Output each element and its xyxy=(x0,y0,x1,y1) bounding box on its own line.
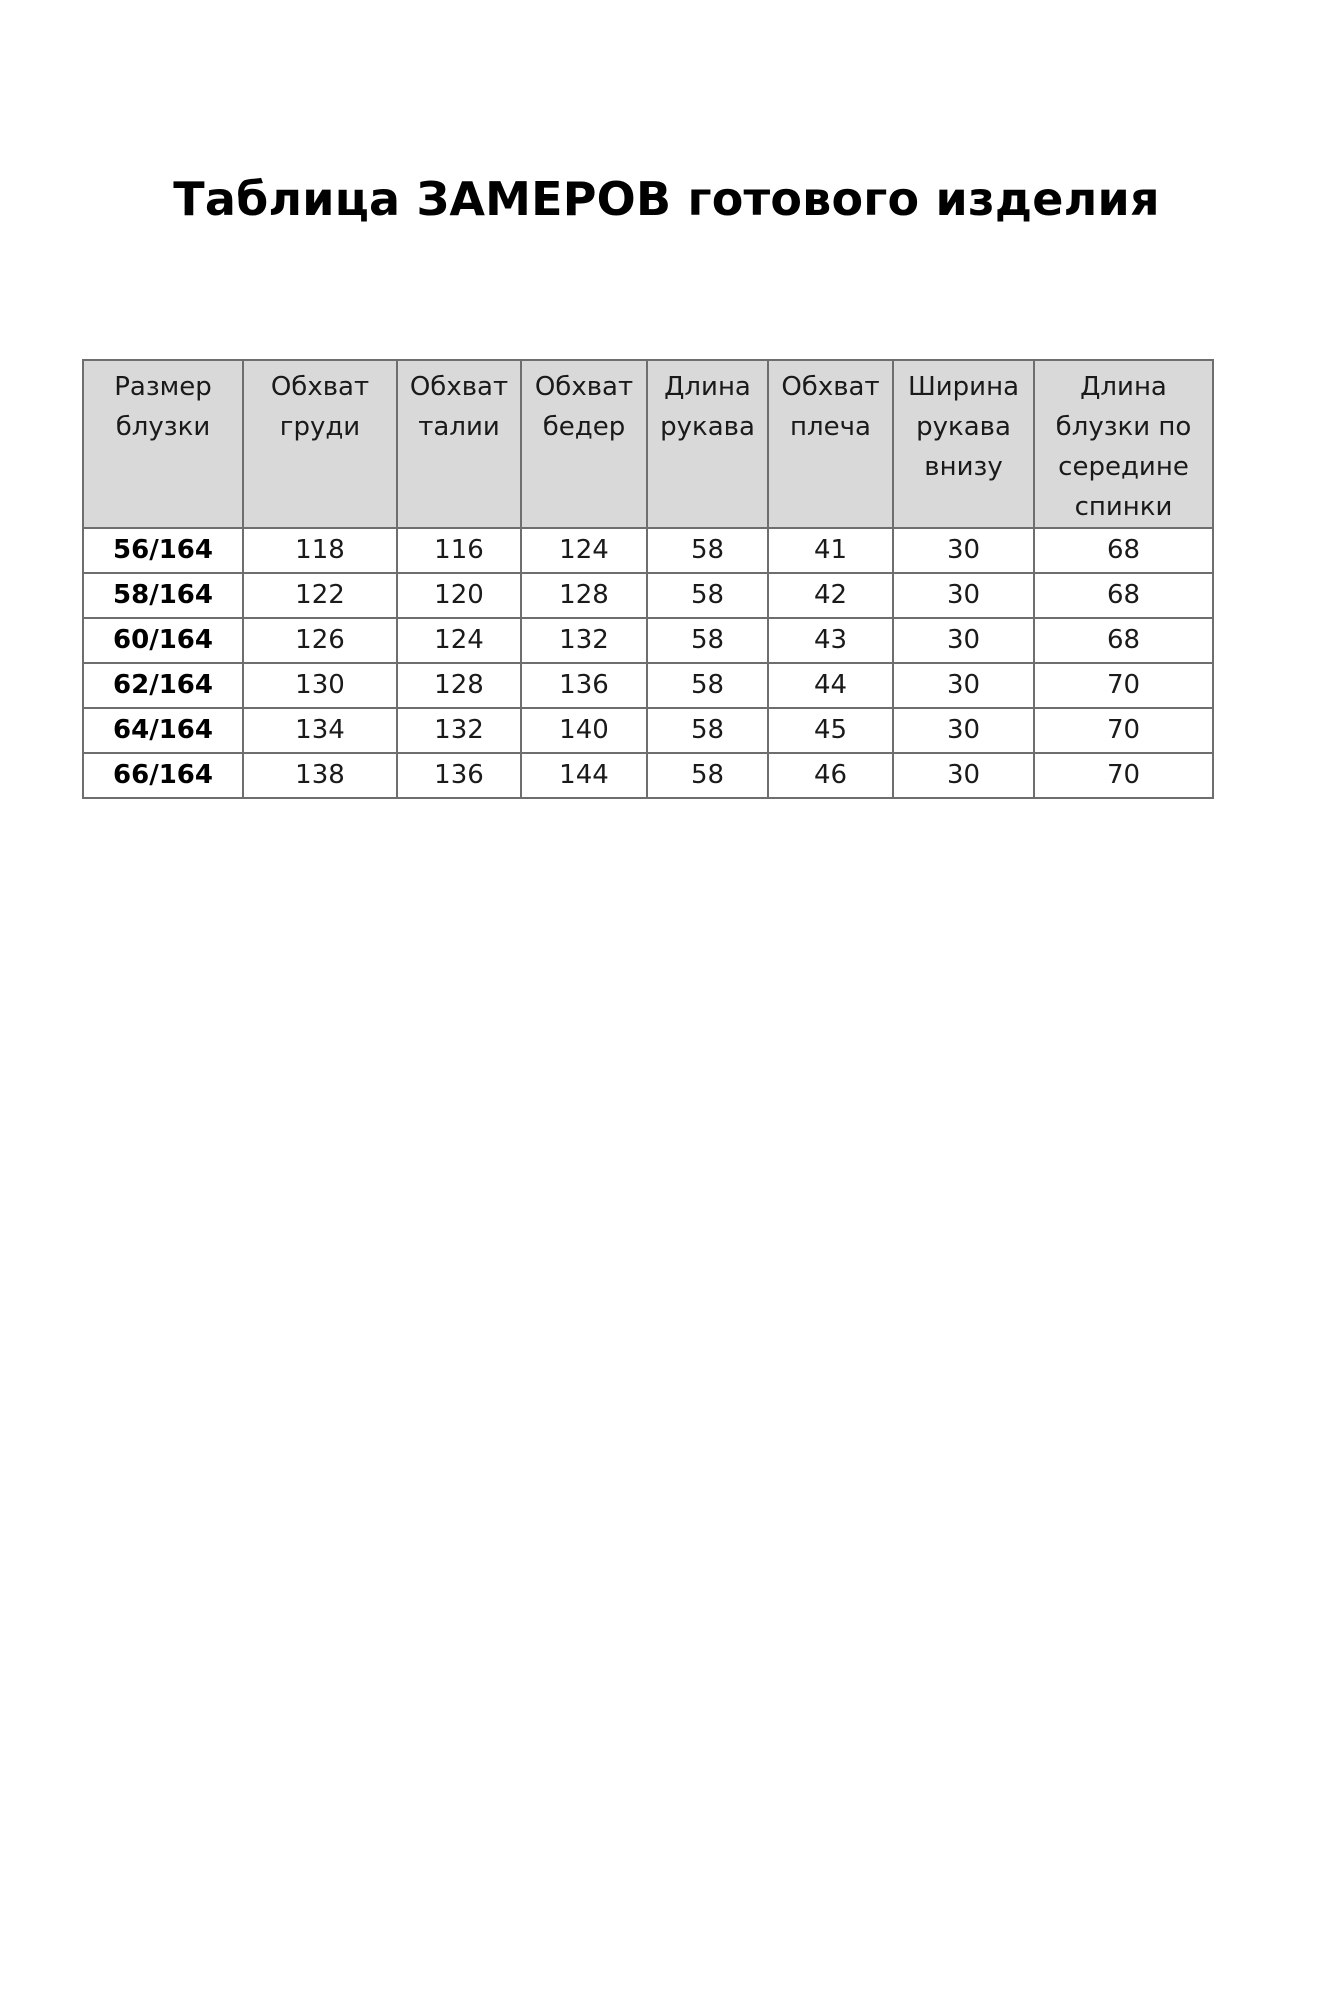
shoulder-cell: 42 xyxy=(768,573,893,618)
size-cell: 60/164 xyxy=(83,618,243,663)
header-back-length: Длина блузки по середине спинки xyxy=(1034,360,1213,528)
table-row xyxy=(83,618,1213,663)
sleeve-length-cell: 58 xyxy=(647,528,768,573)
header-waist: Обхват талии xyxy=(397,360,521,528)
table-row xyxy=(83,708,1213,753)
table-row xyxy=(83,573,1213,618)
header-sleeve-width: Ширина рукава внизу xyxy=(893,360,1034,528)
header-sleeve-length: Длина рукава xyxy=(647,360,768,528)
chest-cell: 138 xyxy=(243,753,397,798)
sleeve-length-cell: 58 xyxy=(647,753,768,798)
shoulder-cell: 43 xyxy=(768,618,893,663)
waist-cell: 136 xyxy=(397,753,521,798)
waist-cell: 128 xyxy=(397,663,521,708)
table-row xyxy=(83,753,1213,798)
measurements-table xyxy=(82,359,1214,799)
waist-cell: 132 xyxy=(397,708,521,753)
size-cell: 64/164 xyxy=(83,708,243,753)
sleeve-length-cell: 58 xyxy=(647,618,768,663)
chest-cell: 122 xyxy=(243,573,397,618)
back-length-cell: 70 xyxy=(1034,708,1213,753)
hips-cell: 128 xyxy=(521,573,647,618)
header-chest: Обхват груди xyxy=(243,360,397,528)
sleeve-length-cell: 58 xyxy=(647,708,768,753)
chest-cell: 126 xyxy=(243,618,397,663)
size-cell: 62/164 xyxy=(83,663,243,708)
sleeve-width-cell: 30 xyxy=(893,663,1034,708)
shoulder-cell: 44 xyxy=(768,663,893,708)
sleeve-length-cell: 58 xyxy=(647,573,768,618)
table-header-row xyxy=(83,360,1213,528)
hips-cell: 144 xyxy=(521,753,647,798)
sleeve-width-cell: 30 xyxy=(893,708,1034,753)
sleeve-width-cell: 30 xyxy=(893,528,1034,573)
back-length-cell: 70 xyxy=(1034,753,1213,798)
size-cell: 66/164 xyxy=(83,753,243,798)
header-size: Размер блузки xyxy=(83,360,243,528)
header-shoulder: Обхват плеча xyxy=(768,360,893,528)
back-length-cell: 68 xyxy=(1034,528,1213,573)
chest-cell: 118 xyxy=(243,528,397,573)
back-length-cell: 68 xyxy=(1034,618,1213,663)
back-length-cell: 70 xyxy=(1034,663,1213,708)
sleeve-width-cell: 30 xyxy=(893,573,1034,618)
waist-cell: 124 xyxy=(397,618,521,663)
hips-cell: 140 xyxy=(521,708,647,753)
shoulder-cell: 41 xyxy=(768,528,893,573)
table-row xyxy=(83,663,1213,708)
hips-cell: 136 xyxy=(521,663,647,708)
header-hips: Обхват бедер xyxy=(521,360,647,528)
waist-cell: 116 xyxy=(397,528,521,573)
sleeve-length-cell: 58 xyxy=(647,663,768,708)
back-length-cell: 68 xyxy=(1034,573,1213,618)
sleeve-width-cell: 30 xyxy=(893,753,1034,798)
waist-cell: 120 xyxy=(397,573,521,618)
size-cell: 56/164 xyxy=(83,528,243,573)
sleeve-width-cell: 30 xyxy=(893,618,1034,663)
hips-cell: 124 xyxy=(521,528,647,573)
shoulder-cell: 45 xyxy=(768,708,893,753)
chest-cell: 134 xyxy=(243,708,397,753)
page-title: Таблица ЗАМЕРОВ готового изделия xyxy=(173,172,1160,226)
shoulder-cell: 46 xyxy=(768,753,893,798)
size-cell: 58/164 xyxy=(83,573,243,618)
hips-cell: 132 xyxy=(521,618,647,663)
table-row xyxy=(83,528,1213,573)
chest-cell: 130 xyxy=(243,663,397,708)
